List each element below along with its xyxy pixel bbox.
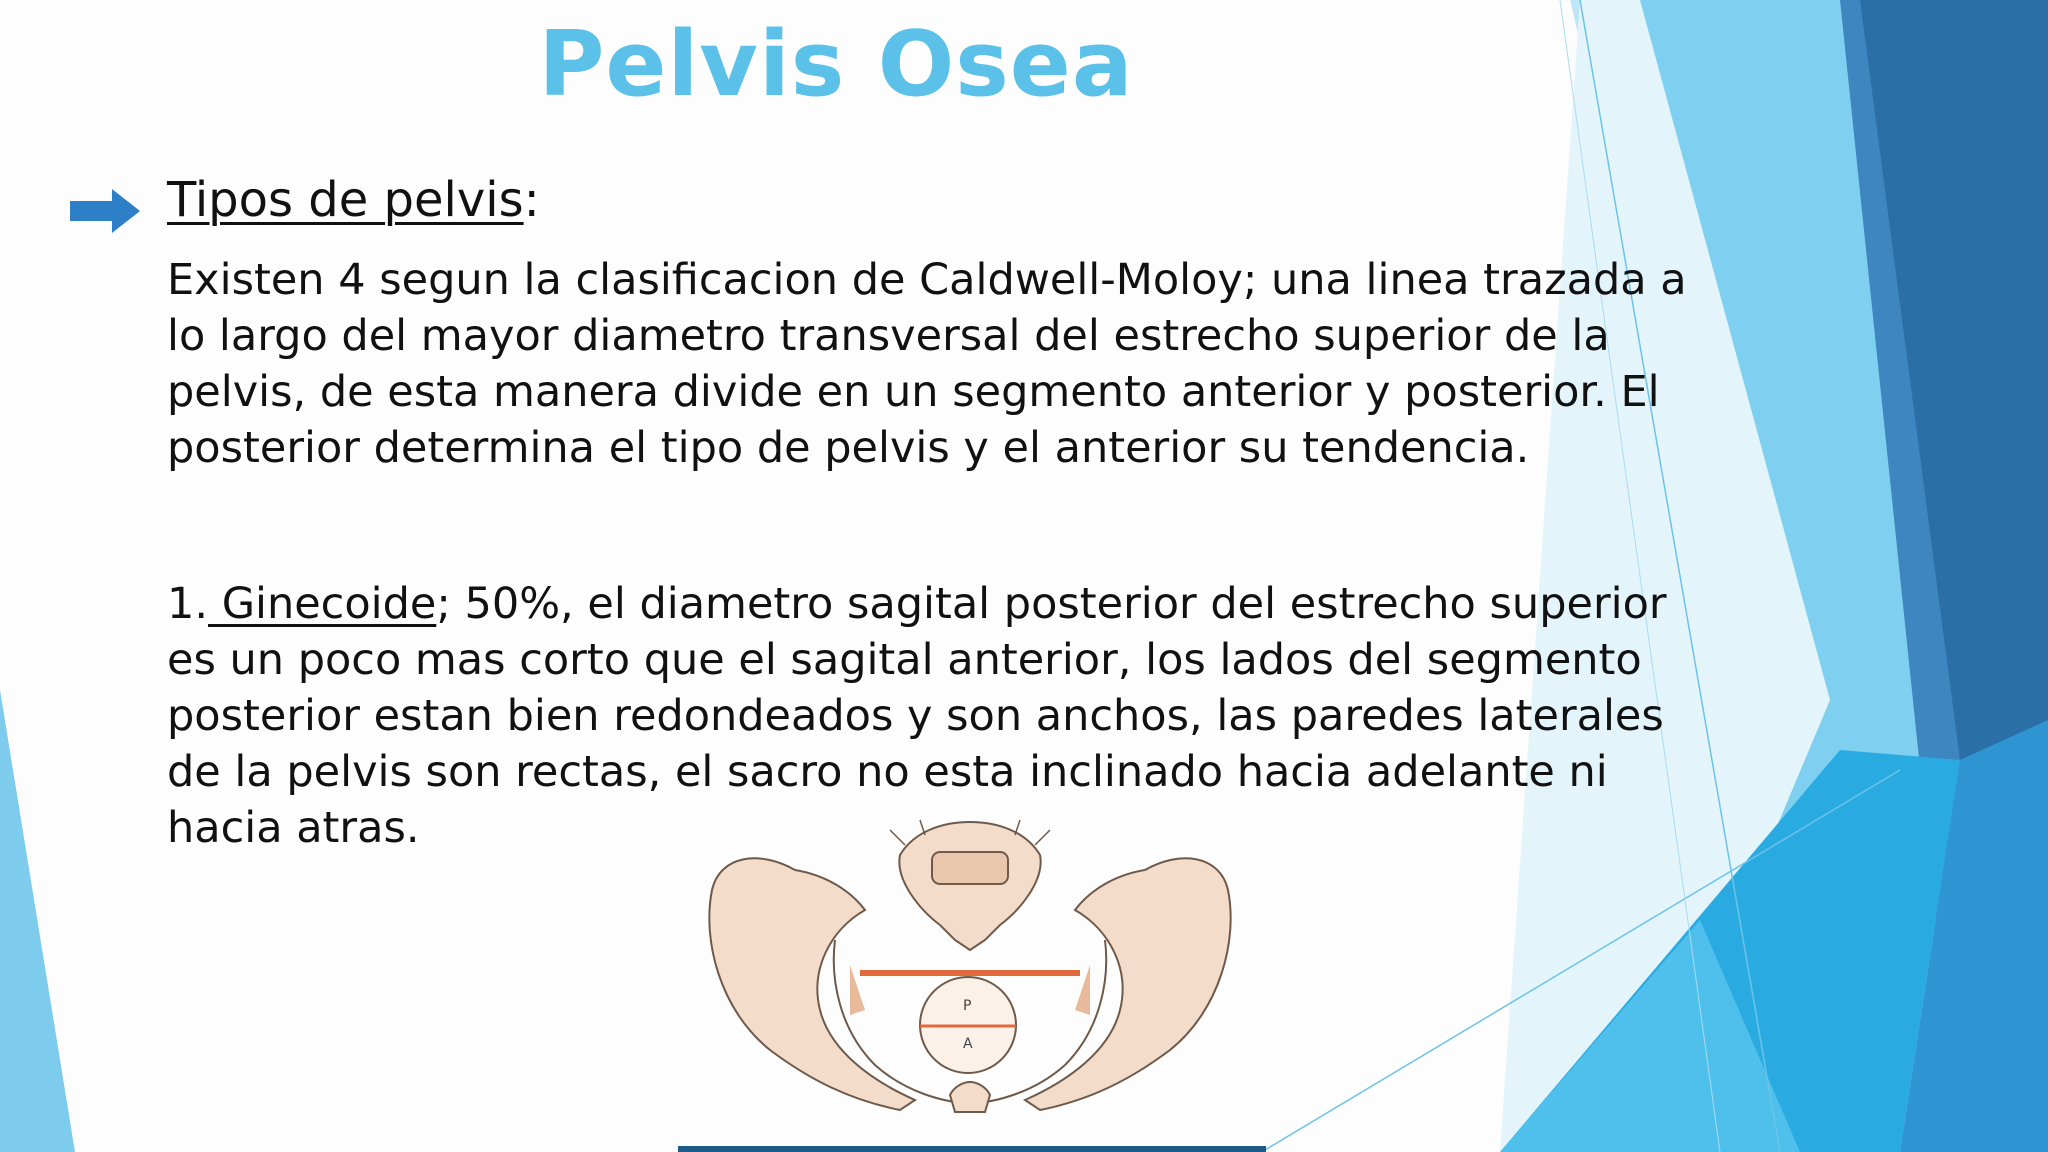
- item-number: 1.: [167, 579, 209, 629]
- vertebra: [932, 852, 1008, 884]
- item-text: ; 50%, el diametro sagital posterior del estrecho superior es un poco mas corto que el sagital anterior, los lados del segmento posterior estan bien redondeados y son anchos, las paredes laterales de la pelvis son rectas, el sacro no esta inclinado hacia adelante ni hacia atras.: [167, 579, 1667, 853]
- left-sliver-shape: [0, 690, 75, 1152]
- item-term: Ginecoide: [208, 579, 437, 629]
- pelvis-illustration: [700, 800, 1240, 1115]
- pubic-symphysis: [950, 1082, 990, 1112]
- bottom-bar: [678, 1146, 1266, 1152]
- label-posterior: P: [963, 998, 972, 1014]
- slide-title: Pelvis Osea: [538, 12, 1134, 117]
- intro-paragraph: Existen 4 segun la clasificacion de Caldwell-Moloy; una linea trazada a lo largo del mayor diametro transversal del estrecho superior de la pelvis, de esta manera divide en un segmento anterior y posterior. El posterior determina el tipo de pelvis y el anterior su tendencia.: [167, 255, 1687, 473]
- sacrum: [899, 822, 1040, 950]
- subtitle: [167, 168, 540, 232]
- label-anterior: A: [963, 1036, 973, 1052]
- right-arrow-icon: [70, 185, 140, 237]
- subtitle-colon: :: [523, 172, 540, 228]
- subtitle-label: Tipos de pelvis: [167, 172, 524, 228]
